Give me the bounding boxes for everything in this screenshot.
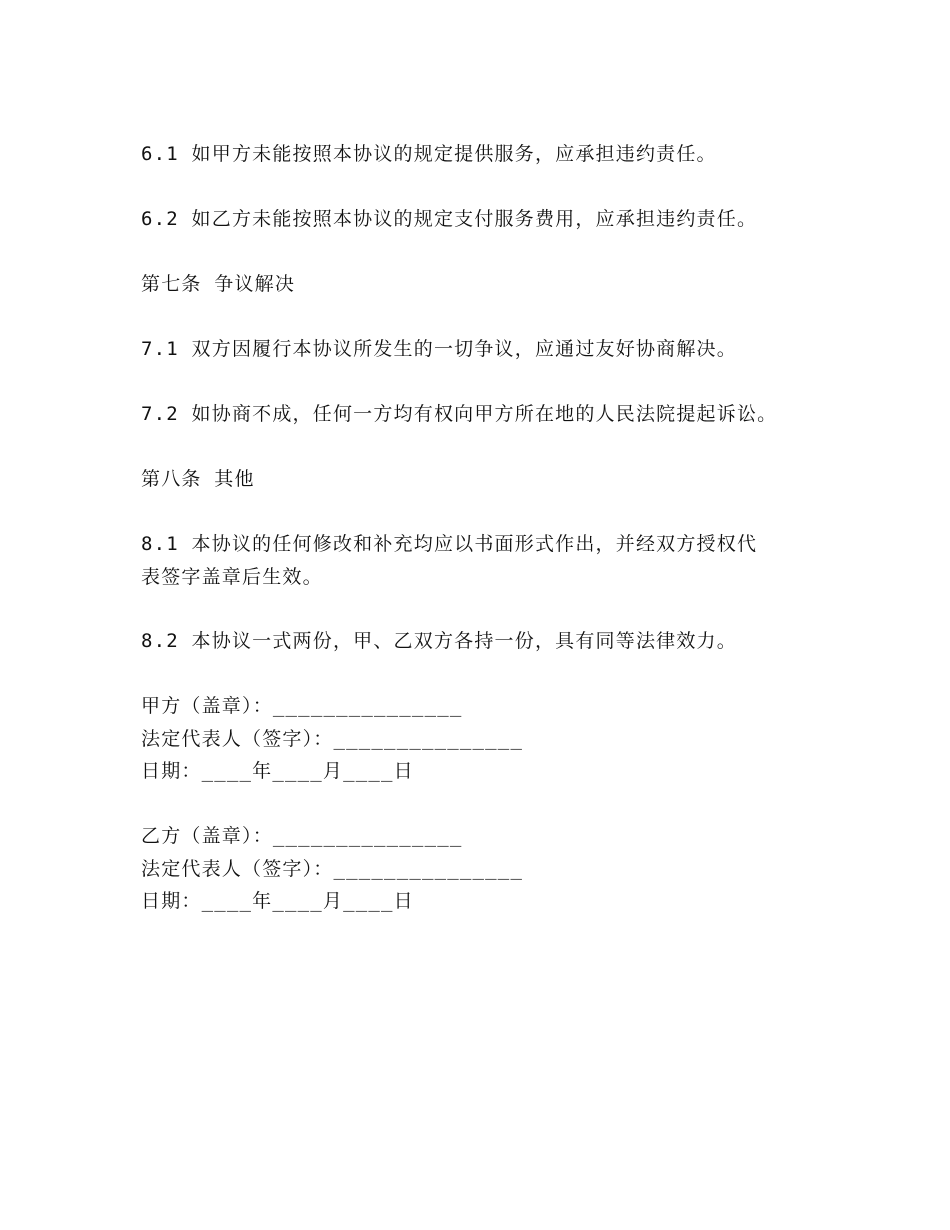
- party-b-representative: 法定代表人（签字）：_______________: [141, 858, 524, 880]
- article-7-title: 第七条 争议解决: [141, 273, 296, 295]
- clause-8-2: 8.2 本协议一式两份，甲、乙双方各持一份，具有同等法律效力。: [141, 630, 737, 652]
- clause-6-1: 6.1 如甲方未能按照本协议的规定提供服务，应承担违约责任。: [141, 143, 717, 165]
- party-b-seal: 乙方（盖章）：_______________: [141, 825, 463, 847]
- party-a-date: 日期：____年____月____日: [141, 760, 414, 782]
- clause-7-1: 7.1 双方因履行本协议所发生的一切争议，应通过友好协商解决。: [141, 338, 737, 360]
- clause-7-2: 7.2 如协商不成，任何一方均有权向甲方所在地的人民法院提起诉讼。: [141, 403, 778, 425]
- article-8-title: 第八条 其他: [141, 468, 255, 490]
- clause-8-1-line2: 表签字盖章后生效。: [141, 566, 323, 588]
- party-a-seal: 甲方（盖章）：_______________: [141, 695, 463, 717]
- party-b-date: 日期：____年____月____日: [141, 890, 414, 912]
- party-a-representative: 法定代表人（签字）：_______________: [141, 728, 524, 750]
- clause-8-1-line1: 8.1 本协议的任何修改和补充均应以书面形式作出，并经双方授权代: [141, 533, 758, 555]
- clause-6-2: 6.2 如乙方未能按照本协议的规定支付服务费用，应承担违约责任。: [141, 208, 758, 230]
